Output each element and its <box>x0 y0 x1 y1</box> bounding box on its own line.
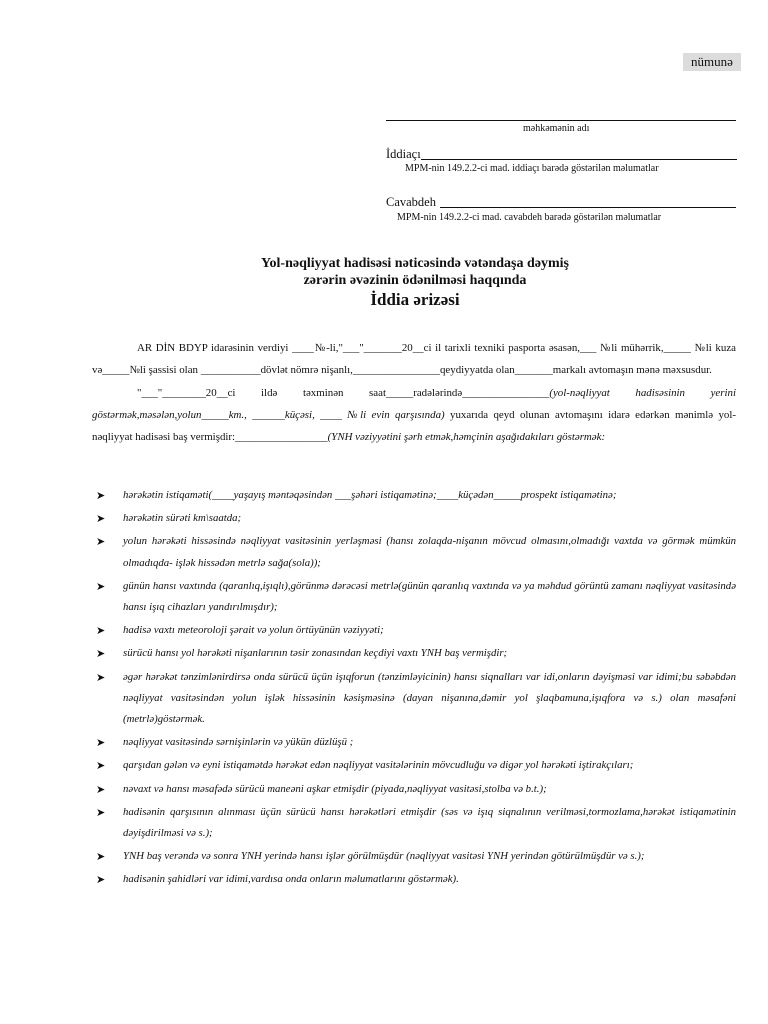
accident-description-paragraph <box>92 382 736 449</box>
arrowhead-bullet-icon: ➤ <box>96 805 106 819</box>
document-title: İddia ərizəsi <box>370 290 460 309</box>
list-item: ➤ günün hansı vaxtında (qaranlıq,işıqlı),görünmə dərəcəsi metrlə(günün qaranlıq vaxtında və ya məhdud görüntü zamanı nəqliyyat vasitəsində hansı işıq cihazları yandırılmışdır); <box>92 576 736 618</box>
defendant-caption: MPM-nin 149.2.2-ci mad. cavabdeh barədə göstərilən məlumatlar <box>397 212 662 223</box>
arrowhead-bullet-icon: ➤ <box>96 873 106 887</box>
arrowhead-bullet-icon: ➤ <box>96 850 106 864</box>
list-item: ➤ hərəkətin sürəti km\saatda; <box>92 508 736 529</box>
defendant-label: Cavabdeh <box>386 195 436 209</box>
circumstances-list <box>92 485 736 891</box>
sample-label: nümunə <box>683 53 741 71</box>
court-name-line <box>386 120 736 121</box>
list-item: ➤ hərəkətin istiqaməti(____yaşayış məntəqəsindən ___şəhəri istiqamətinə;____küçədən_____prospekt istiqamətinə; <box>92 485 736 506</box>
list-item: ➤ nəvaxt və hansı məsafədə sürücü maneəni aşkar etmişdir (piyada,nəqliyyat vasitəsi,stolba və b.t.); <box>92 779 736 800</box>
accident-time-text: "___"________20__ci ildə təxminən saat_____radələrində________________ <box>137 386 550 399</box>
arrowhead-bullet-icon: ➤ <box>96 782 106 796</box>
arrowhead-bullet-icon: ➤ <box>96 759 106 773</box>
court-name-caption: məhkəmənin adı <box>523 123 590 134</box>
claim-body <box>92 337 736 448</box>
list-item: ➤ YNH baş verəndə və sonra YNH yerində hansı işlər görülmüşdür (nəqliyyat vasitəsi YNH yerindən götürülmüşdür və s.); <box>92 846 736 867</box>
list-item: ➤ əgər hərəkət tənzimlənirdirsə onda sürücü üçün işıqforun (tənzimləyicinin) hansı siqnalları var idi,onların dəyişməsi var idimi;bu səbəbdən nəqliyyat vasitəsindən yolun işlək hissəsinin kəsişməsinə (dayan nişanına,dəmir yol şlaqbamuna,işıqfora və s.) olan məsafəni (metrlə)göstərmək. <box>92 667 736 731</box>
accident-circumstances-hint: (YNH vəziyyətini şərh etmək,həmçinin aşağıdakıları göstərmək: <box>327 431 606 444</box>
arrowhead-bullet-icon: ➤ <box>96 512 106 526</box>
list-item: ➤ sürücü hansı yol hərəkəti nişanlarının təsir zonasından keçdiyi vaxtı YNH baş vermişdir; <box>92 643 736 664</box>
plaintiff-line <box>421 159 737 160</box>
defendant-line <box>440 207 736 208</box>
list-item: ➤ nəqliyyat vasitəsində sərnişinlərin və yükün düzlüşü ; <box>92 732 736 753</box>
vehicle-ownership-paragraph: AR DİN BDYP idarəsinin verdiyi ____№-li,"___"_______20__ci il tarixli texniki pasporta əsasən,___ №li mühərrik,_____ №li kuza və_____№li şassisi olan ___________dövlət nömrə nişanlı,________________qeydiyyatda olan_______markalı avtomaşın mənə məxsusdur. <box>92 342 736 377</box>
arrowhead-bullet-icon: ➤ <box>96 535 106 549</box>
arrowhead-bullet-icon: ➤ <box>96 670 106 684</box>
list-item: ➤ hadisənin qarşısının alınması üçün sürücü hansı hərəkətləri etmişdir (səs və işıq siqnalının verilməsi,tormozlama,hərəkət istiqamətinin dəyişdirilməsi və s.); <box>92 802 736 844</box>
accident-location-hint: (yol-nəqliyyat hadisəsinin yerini göstərmək,məsələn,yolun_____km., ______küçəsi, ____ №li evin qarşısında) <box>92 386 737 421</box>
arrowhead-bullet-icon: ➤ <box>96 736 106 750</box>
list-item: ➤ qarşıdan gələn və eyni istiqamətdə hərəkət edən nəqliyyat vasitələrinin mövcudluğu və digər yol hərəkəti iştirakçıları; <box>92 755 736 776</box>
plaintiff-caption: MPM-nin 149.2.2-ci mad. iddiaçı barədə göstərilən məlumatlar <box>405 163 659 174</box>
arrowhead-bullet-icon: ➤ <box>96 579 106 593</box>
list-item: ➤ yolun hərəkəti hissəsində nəqliyyat vasitəsinin yerləşməsi (hansı zolaqda-nişanın mövcud olmasını,olmadığı vaxtda və görmək mümkün olmadıqda- işlək hissədən metrlə sağa(sola)); <box>92 531 736 573</box>
list-item: ➤ hadisə vaxtı meteoroloji şərait və yolun örtüyünün vəziyyəti; <box>92 620 736 641</box>
arrowhead-bullet-icon: ➤ <box>96 624 106 638</box>
list-item: ➤ hadisənin şahidləri var idimi,vardısa onda onların məlumatlarını göstərmək). <box>92 869 736 890</box>
arrowhead-bullet-icon: ➤ <box>96 647 106 661</box>
document-title-line-2: zərərin əvəzinin ödənilməsi haqqında <box>303 273 527 288</box>
accident-statement-text: yuxarıda qeyd olunan avtomaşını idarə edərkən mənimlə yol-nəqliyyat hadisəsi baş vermişdir:_________________ <box>92 408 736 444</box>
plaintiff-label: İddiaçı <box>386 147 421 161</box>
document-title-line-1: Yol-nəqliyyat hadisəsi nəticəsində vətəndaşa dəymiş <box>260 256 569 271</box>
arrowhead-bullet-icon: ➤ <box>96 489 106 502</box>
